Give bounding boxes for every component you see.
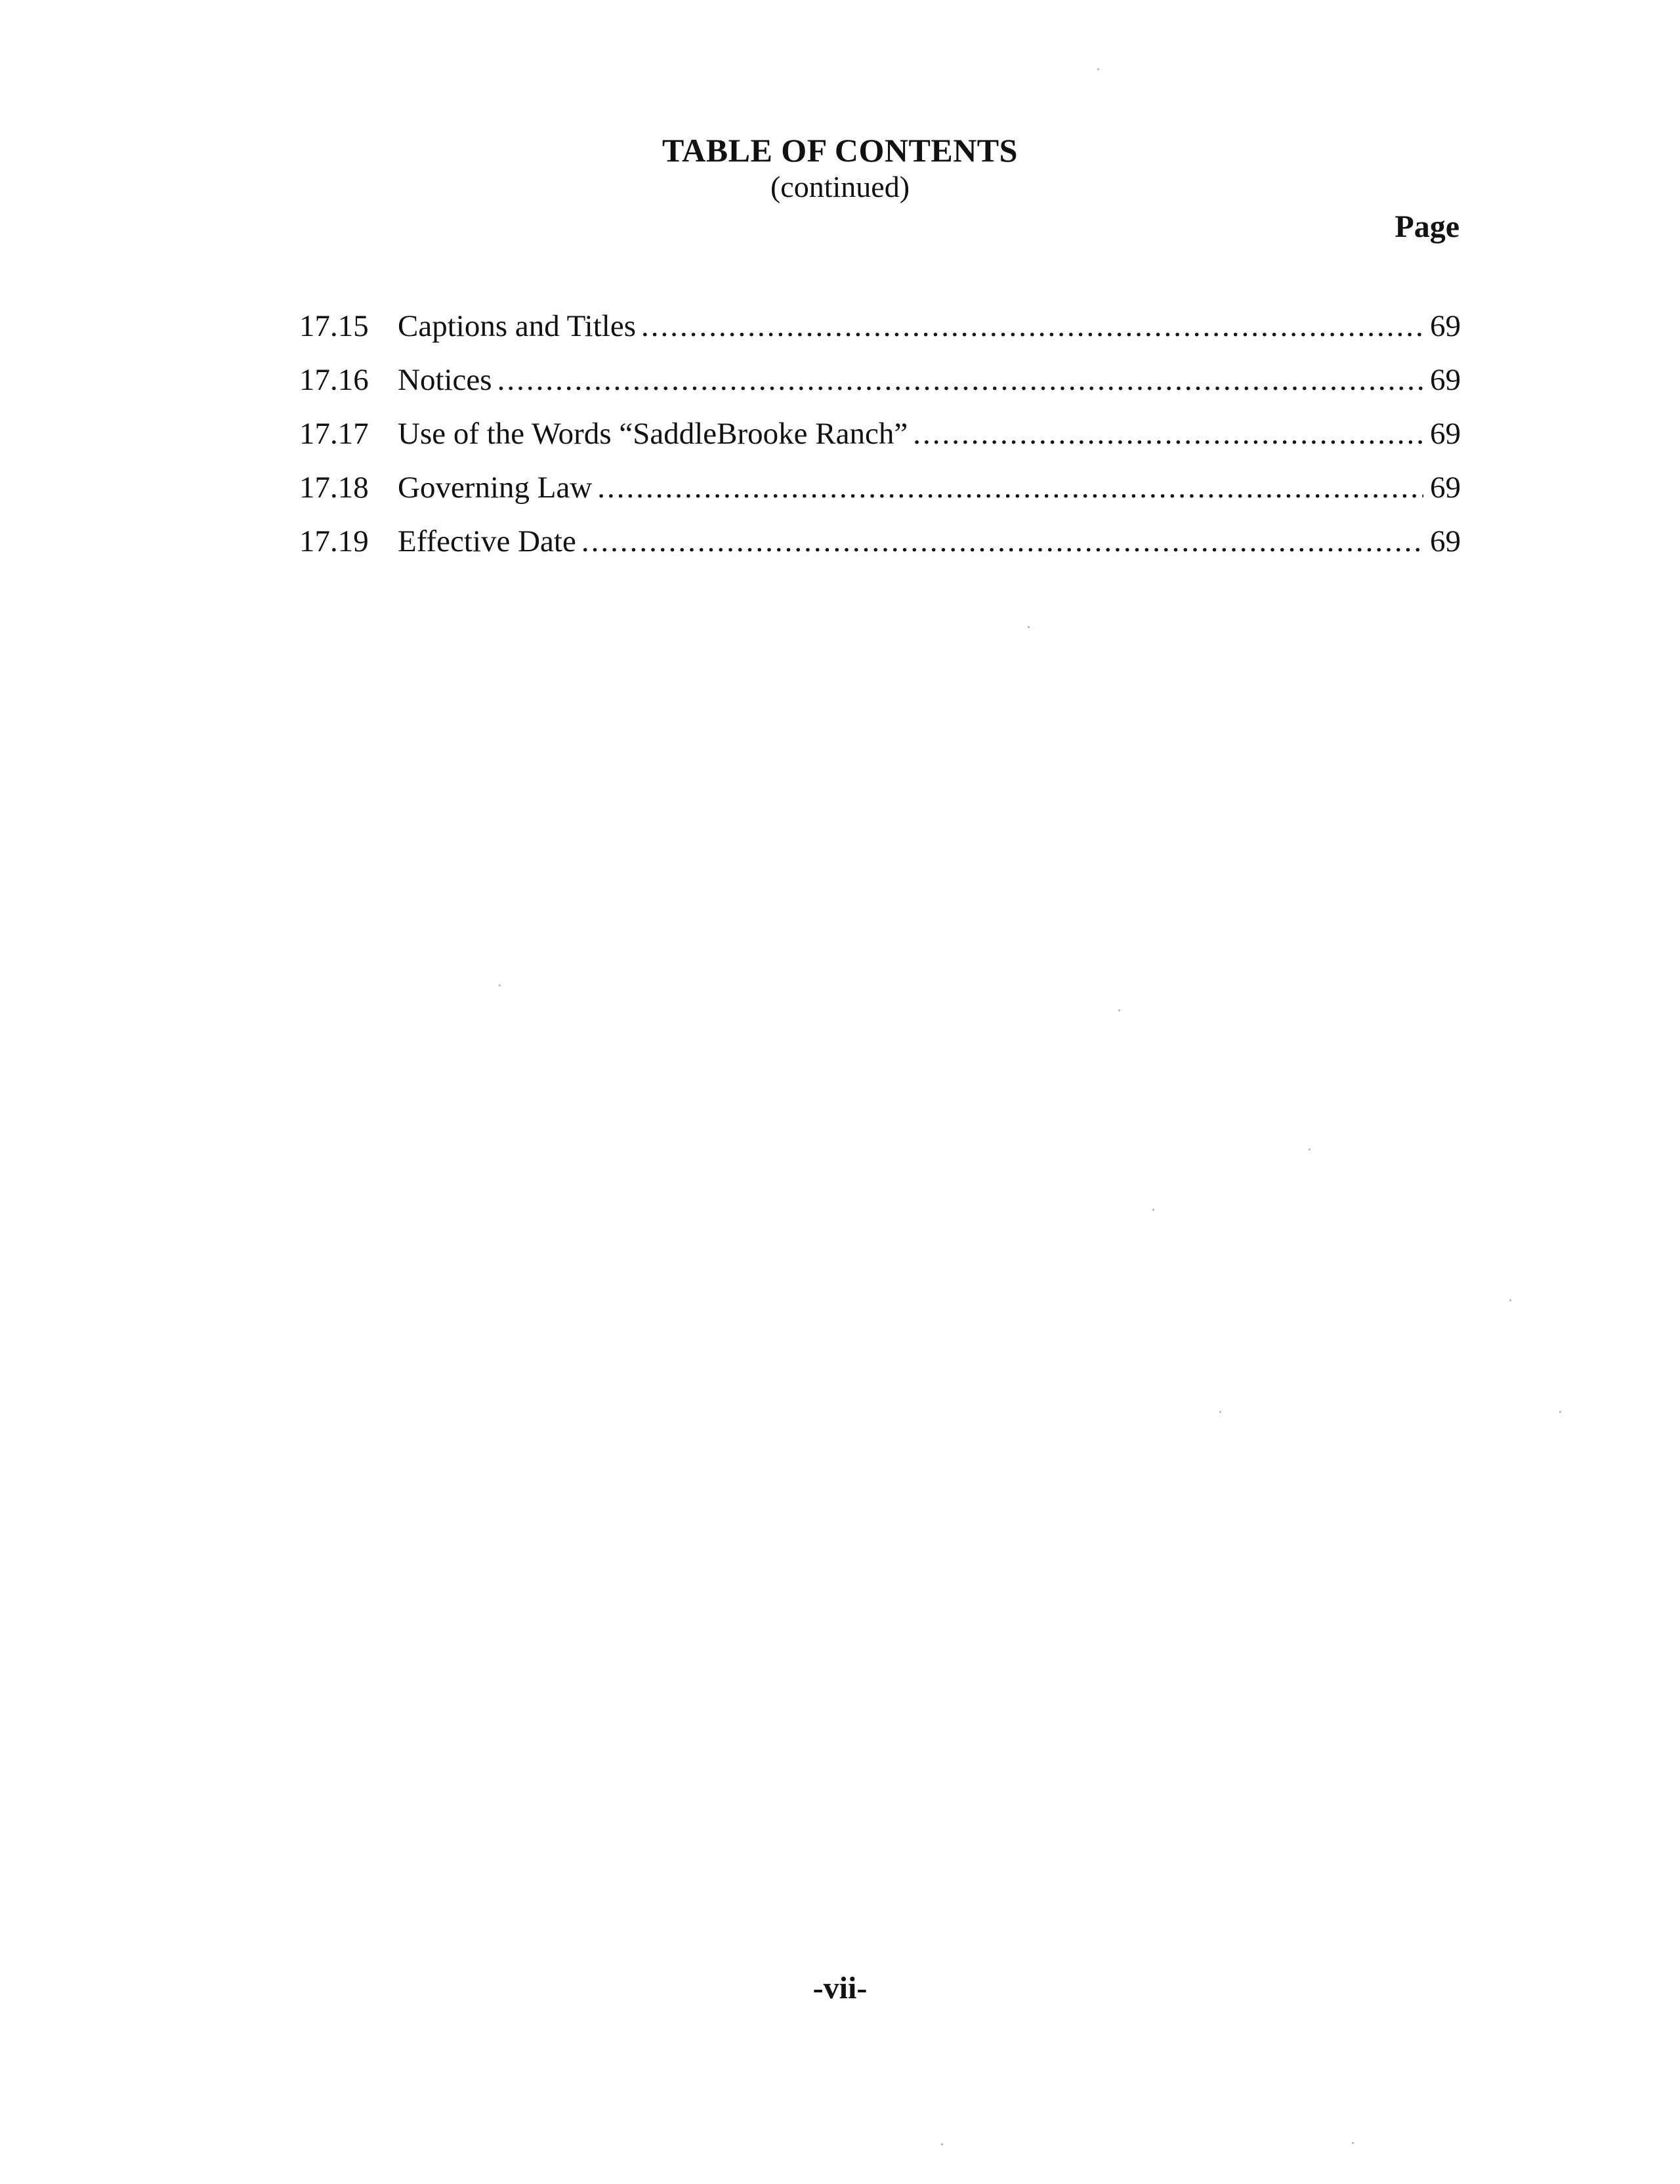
toc-entry-number: 17.19	[299, 524, 369, 558]
toc-entry	[299, 308, 1461, 362]
page-column-label: Page	[1395, 209, 1460, 244]
toc-entry	[299, 524, 1461, 578]
scan-speck	[499, 984, 501, 986]
dot-leader	[641, 308, 1423, 344]
toc-entry	[299, 470, 1461, 524]
toc-entry-title: Notices	[398, 363, 492, 397]
scan-speck	[1309, 1148, 1311, 1150]
toc-entry-title: Captions and Titles	[398, 309, 637, 343]
toc-title: TABLE OF CONTENTS	[662, 132, 1018, 169]
toc-entry-page: 69	[1430, 363, 1461, 397]
scan-speck	[1559, 1411, 1561, 1413]
toc-entry-number: 17.15	[299, 309, 369, 343]
scan-speck	[1152, 1209, 1154, 1211]
toc-entry-title: Use of the Words “SaddleBrooke Ranch”	[398, 417, 908, 451]
toc-subtitle: (continued)	[770, 170, 910, 203]
toc-entry-number: 17.16	[299, 363, 369, 397]
toc-entry-number: 17.17	[299, 417, 369, 451]
scan-speck	[1118, 1009, 1120, 1011]
page-number-footer: -vii-	[812, 1971, 868, 2006]
dot-leader	[913, 416, 1423, 452]
toc-entry	[299, 362, 1461, 416]
scan-speck	[1097, 68, 1099, 70]
scan-speck	[941, 2143, 943, 2145]
scan-speck	[1028, 626, 1030, 628]
toc-entry-title: Governing Law	[398, 471, 593, 505]
toc-entry-page: 69	[1430, 524, 1461, 558]
toc-entry-page: 69	[1430, 471, 1461, 505]
scan-speck	[1219, 1411, 1221, 1413]
toc-entry-title: Effective Date	[398, 524, 576, 558]
dot-leader	[497, 362, 1423, 398]
scan-speck	[1352, 2142, 1354, 2144]
toc-entry-page: 69	[1430, 309, 1461, 343]
dot-leader	[597, 470, 1423, 505]
toc-entry-number: 17.18	[299, 471, 369, 505]
toc-entry-page: 69	[1430, 417, 1461, 451]
toc-entry	[299, 416, 1461, 470]
toc-list	[299, 308, 1461, 578]
scan-speck	[1509, 1299, 1511, 1301]
dot-leader	[581, 524, 1423, 559]
